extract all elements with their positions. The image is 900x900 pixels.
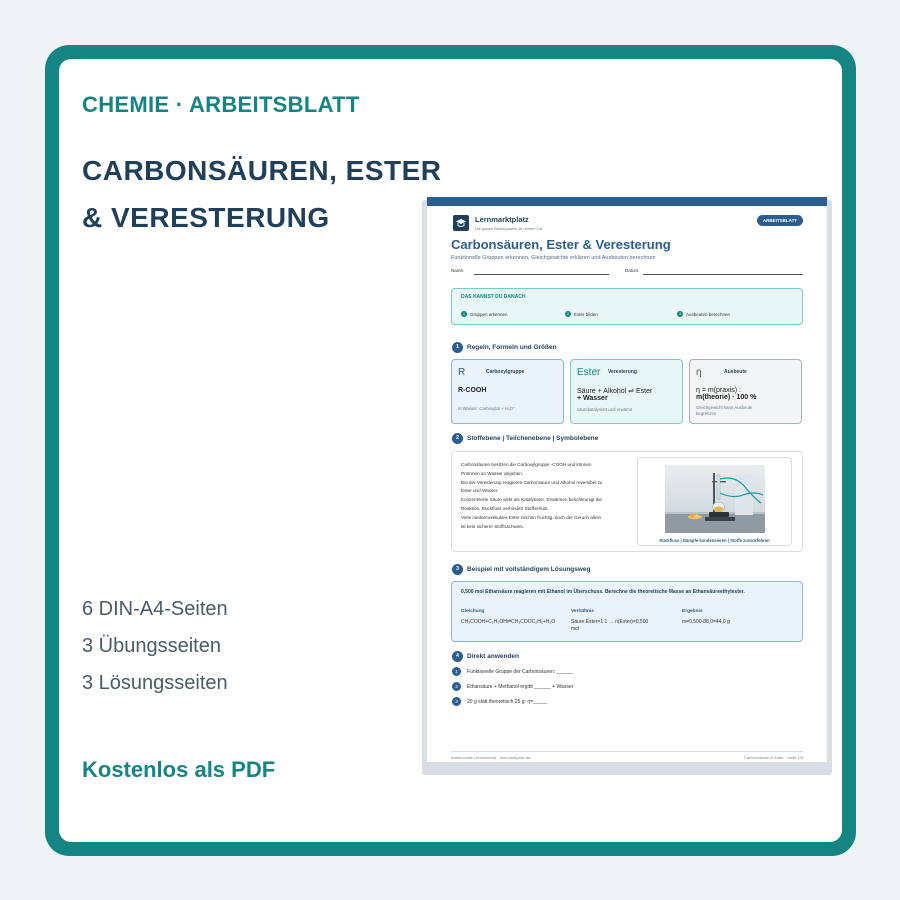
worked-example-box: [451, 581, 803, 642]
example-col-head: Verhältnis: [571, 609, 594, 614]
example-col-head: Gleichung: [461, 609, 485, 614]
rule-formula-bold: m(theorie) · 100 %: [696, 394, 757, 401]
worksheet-preview: [427, 197, 827, 762]
example-result: m=0,500·88,0=44,0 g: [682, 619, 730, 625]
rule-formula-bold: + Wasser: [577, 395, 608, 402]
example-ratio-line: mol: [571, 625, 580, 632]
section-number: 3: [452, 564, 463, 575]
logo-icon: [453, 215, 469, 231]
learning-goals-box: [451, 288, 803, 325]
levels-line: Carbonsäuren besitzen die Carboxylgruppe -COOH und können: [461, 462, 592, 467]
footer-right: Carbonsäuren & Ester · Seite 1/6: [744, 755, 803, 760]
section-heading: Beispiel mit vollständigem Lösungsweg: [467, 566, 591, 573]
promo-title-line-1: CARBONSÄUREN, ESTER: [82, 155, 442, 186]
section-heading: Direkt anwenden: [467, 653, 520, 660]
goals-heading: DAS KANNST DU DANACH: [461, 294, 526, 300]
section-number: 2: [452, 433, 463, 444]
rule-note: säurekatalysiert und erwärmt: [577, 407, 633, 412]
rule-box-carboxyl: [451, 359, 564, 424]
goal-item: [461, 311, 508, 317]
rule-note: Gleichgewicht kann Ausbeute: [696, 405, 753, 410]
task-item: [452, 682, 573, 691]
task-item: [452, 697, 547, 706]
task-number: 2: [452, 682, 461, 691]
task-text: Funktionelle Gruppe der Carbonsäuren: ______: [467, 668, 574, 675]
levels-text: [461, 461, 636, 531]
rule-formula: [696, 387, 756, 401]
rule-title: Ausbeute: [724, 369, 747, 375]
worksheet-title: Carbonsäuren, Ester & Veresterung: [451, 237, 671, 252]
task-number: 3: [452, 697, 461, 706]
rule-title: Veresterung: [608, 369, 637, 375]
subject-kicker: CHEMIE · ARBEITSBLATT: [82, 92, 360, 117]
worksheet-subtitle: Funktionelle Gruppen erkennen, Gleichgewichte erklären und Ausbeuten berechnen: [451, 255, 656, 261]
fact-solutions: 3 Lösungsseiten: [82, 672, 228, 694]
goal-label: Ausbeuten berechnen: [686, 311, 731, 317]
goal-number: 1: [461, 311, 467, 317]
rule-box-esterification: [570, 359, 683, 424]
example-equation: CH₃COOH+C₂H₅OH⇌CH₃COOC₂H₅+H₂O: [461, 619, 556, 625]
brand-name: Lernmarktplatz: [475, 215, 529, 224]
fact-exercises: 3 Übungsseiten: [82, 635, 221, 657]
date-label: Datum:: [625, 268, 640, 273]
rule-symbol: η: [696, 367, 702, 378]
photo-frame: [637, 457, 792, 546]
levels-box: [451, 451, 803, 552]
levels-line: Protonen an Wasser abgeben.: [461, 470, 524, 476]
date-line: [643, 274, 803, 275]
rule-formula: [577, 387, 652, 402]
example-task: 0,500 mol Ethansäure reagieren mit Ethanol im Überschuss. Berechne die theoretische Masse an Ethansäureethylester.: [461, 589, 745, 595]
brand-tagline: Die ganze Bildungswelt. An einem Ort.: [475, 226, 544, 231]
promo-title-line-2: & VERESTERUNG: [82, 202, 330, 233]
footer-left: Kostenloses Lernmaterial · lernmarktplatz.de: [451, 755, 531, 760]
example-ratio: [571, 619, 648, 632]
section-heading: Stoffebene | Teilchenebene | Symbolebene: [467, 435, 599, 442]
goal-item: [677, 311, 730, 317]
section-heading: Regeln, Formeln und Größen: [467, 344, 557, 351]
rule-note: in Wasser: Carboxylat + H₃O⁺: [458, 406, 516, 411]
goal-number: 2: [565, 311, 571, 317]
section-number: 1: [452, 342, 463, 353]
levels-line: Bei der Veresterung reagieren Carbonsäure und Alkohol reversibel zu: [461, 479, 603, 485]
levels-line: Viele niedermolekulare Ester riechen fruchtig, doch der Geruch allein: [461, 514, 602, 520]
levels-line: Ester und Wasser.: [461, 488, 499, 494]
goal-item: [565, 311, 598, 317]
levels-line: Reaktion, Rückfluss verhindert Stoffverlust.: [461, 505, 549, 511]
rule-symbol: Ester: [577, 367, 601, 378]
photo-caption: Rückfluss | Dämpfe kondensieren | Stoffe zurückführen: [659, 538, 770, 543]
goal-label: Gruppen erkennen: [470, 311, 508, 317]
task-text: Ethansäure + Methanol ergibt ______ + Wasser: [467, 683, 574, 690]
rule-note: begrenzen: [696, 411, 717, 416]
rule-formula: R-COOH: [458, 387, 487, 394]
section-number: 4: [452, 651, 463, 662]
example-ratio-line: Säure:Ester=1:1 → n(Ester)=0,500: [571, 619, 649, 625]
levels-line: Konzentrierte Säure wirkt als Katalysator; Erwärmen beschleunigt die: [461, 497, 602, 503]
fact-pages: 6 DIN-A4-Seiten: [82, 598, 228, 620]
rule-title: Carboxylgruppe: [486, 369, 525, 375]
example-col-head: Ergebnis: [682, 609, 703, 614]
task-number: 1: [452, 667, 461, 676]
rule-formula-line: η = m(praxis) :: [696, 387, 741, 394]
task-item: [452, 667, 573, 676]
rule-symbol: R: [458, 367, 466, 378]
footer-divider: [451, 751, 803, 752]
rule-box-yield: [689, 359, 802, 424]
levels-line: ist kein sicherer Stoffnachweis.: [461, 523, 524, 529]
task-text: 20 g statt theoretisch 25 g: η=_____: [467, 698, 547, 705]
rule-formula-line: Säure + Alkohol ⇌ Ester: [577, 388, 653, 395]
name-label: Name:: [451, 268, 465, 273]
goal-number: 3: [677, 311, 683, 317]
goal-label: Ester bilden: [574, 311, 598, 317]
free-pdf-label: Kostenlos als PDF: [82, 757, 276, 782]
name-line: [474, 274, 609, 275]
reflux-apparatus-photo: [665, 465, 765, 533]
worksheet-badge: ARBEITSBLATT: [757, 215, 803, 226]
